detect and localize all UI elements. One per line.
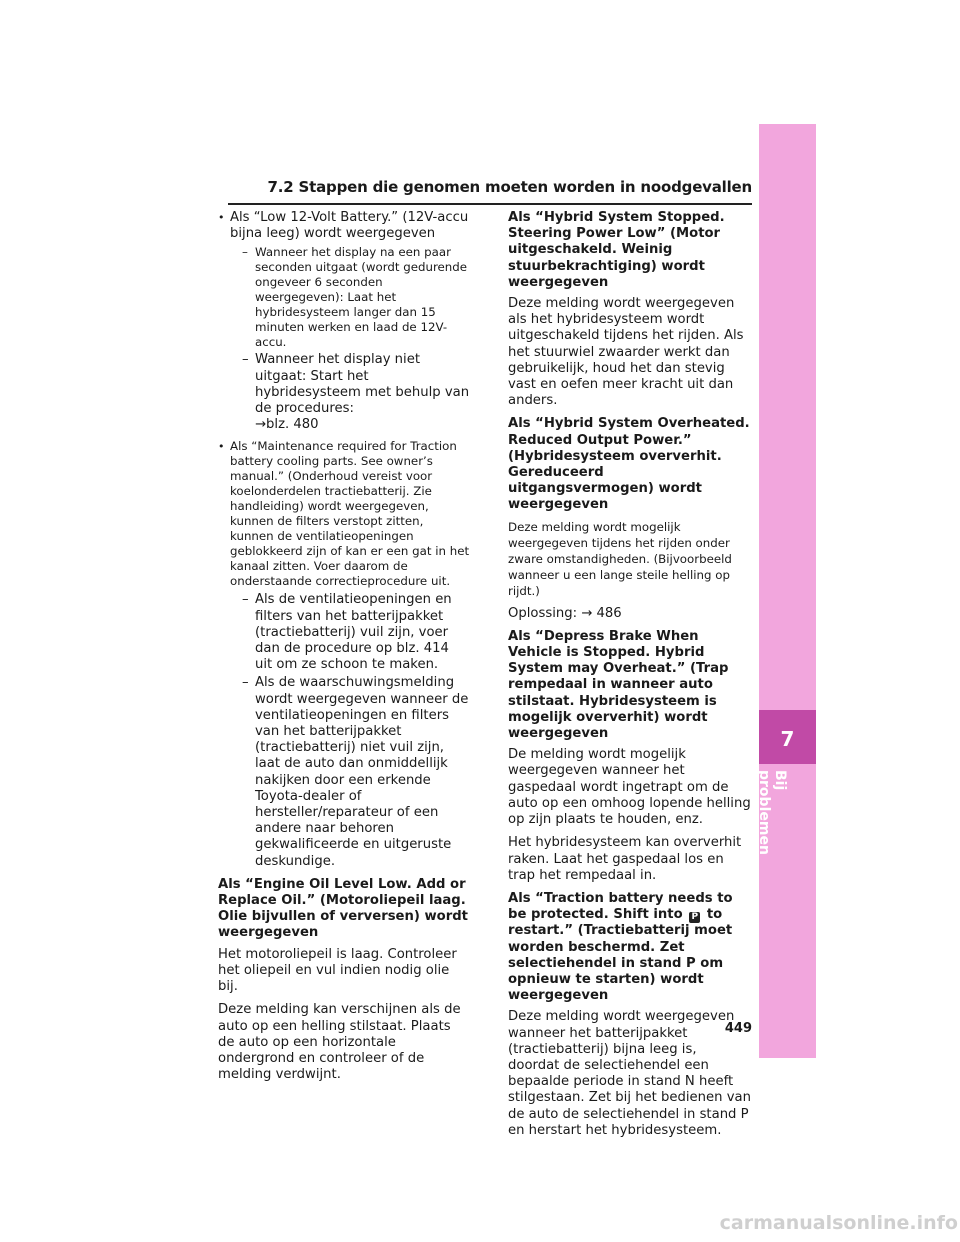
- heading-hybrid-stopped: Als “Hybrid System Stopped. Steering Power Low” (Motor uitgeschakeld. Weinig stuurbekrachtiging) wordt weergegeven: [508, 210, 725, 290]
- park-position-icon: P: [689, 912, 700, 923]
- section-header: 7.2 Stappen die genomen moeten worden in noodgevallen: [228, 178, 752, 205]
- left-column: [218, 210, 470, 1090]
- page-number: 449: [724, 1021, 752, 1036]
- paragraph: Deze melding wordt mogelijk weergegeven tijdens het rijden onder zware omstandigheden. (Bijvoorbeeld wanneer u een lange steile helling op rijdt.): [508, 519, 732, 598]
- paragraph: Het motoroliepeil is laag. Controleer het oliepeil en vul indien nodig olie bij.: [218, 946, 457, 995]
- paragraph: Deze melding wordt weergegeven als het hybridesysteem wordt uitgeschakeld tijdens het rijden. Als het stuurwiel zwaarder werkt dan gebruikelijk, houd het dan stevig vast en oefen meer kracht uit dan anders.: [508, 296, 744, 409]
- sub-item: – Wanneer het display na een paar seconden uitgaat (wordt gedurende ongeveer 6 seconden weergegeven): Laat het hybridesysteem langer dan 15 minuten werken en laad de 12V-accu.: [242, 245, 468, 350]
- heading-depress-brake: Als “Depress Brake When Vehicle is Stopped. Hybrid System may Overheat.” (Trap rempedaal in wanneer auto stilstaat. Hybridesysteem is mogelijk oververhit) wordt weergegeven: [508, 628, 729, 742]
- right-column: [508, 210, 752, 1146]
- sub-item: – Als de ventilatieopeningen en filters van het batterijpakket (tractiebatterij) vuil zijn, voer dan de procedure op blz. 414 uit om ze schoon te maken.: [242, 592, 452, 673]
- heading-hybrid-overheated: Als “Hybrid System Overheated. Reduced Output Power.” (Hybridesysteem oververhit. Gereduceerd uitgangsvermogen) wordt weergegeven: [508, 416, 750, 513]
- heading-engine-oil: Als “Engine Oil Level Low. Add or Replace Oil.” (Motoroliepeil laag. Olie bijvullen of verversen) wordt weergegeven: [218, 876, 468, 941]
- bullet-low-battery: • Als “Low 12-Volt Battery.” (12V-accu bijna leeg) wordt weergegeven: [218, 210, 470, 242]
- chapter-title: Bij problemen: [756, 770, 788, 855]
- paragraph: Deze melding kan verschijnen als de auto op een helling stilstaat. Plaats de auto op een horizontale ondergrond en controleer of de melding verdwijnt.: [218, 1002, 461, 1083]
- bullet-maintenance: • Als “Maintenance required for Traction battery cooling parts. See owner’s manual.” (Onderhoud vereist voor koelonderdelen tractiebatterij. Zie handleiding) wordt weergegeven, kunnen de filters verstopt zitten, kunnen de ventilatieopeningen geblokkeerd zijn of kan er een gat in het kanaal zitten. Voer daarom de onderstaande correctieprocedure uit.: [218, 439, 470, 589]
- paragraph: Het hybridesysteem kan oververhit raken. Laat het gaspedaal los en trap het rempedaal in.: [508, 835, 742, 883]
- chapter-number: 7: [780, 727, 795, 751]
- sub-item: – Wanneer het display niet uitgaat: Start het hybridesysteem met behulp van de procedures: →blz. 480: [242, 352, 470, 433]
- paragraph: Oplossing: → 486: [508, 605, 622, 621]
- paragraph: Deze melding wordt weergegeven wanneer het batterijpakket (tractiebatterij) bijna leeg is, doordat de selectiehendel een bepaalde periode in stand N heeft stilgestaan. Zet bij het bedienen van de auto de selectiehendel in stand P en herstart het hybridesysteem.: [508, 1009, 751, 1138]
- heading-traction-battery: Als “Traction battery needs to be protected. Shift into P to restart.” (Tractiebatterij moet worden beschermd. Zet selectiehendel in stand P om opnieuw te starten) wordt weergegeven: [508, 890, 733, 1004]
- paragraph: De melding wordt mogelijk weergegeven wanneer het gaspedaal wordt ingetrapt om de auto op een omhoog lopende helling op zijn plaats te houden, enz.: [508, 747, 751, 828]
- sub-item: – Als de waarschuwingsmelding wordt weergegeven wanneer de ventilatieopeningen en filters van het batterijpakket (tractiebatterij) niet vuil zijn, laat de auto dan onmiddellijk nakijken door een erkende Toyota-dealer of hersteller/reparateur of een andere naar behoren gekwalificeerde en uitgeruste deskundige.: [242, 675, 469, 869]
- page-reference: →blz. 480: [255, 417, 319, 433]
- chapter-sidebar: [756, 124, 816, 1058]
- watermark: carmanualsonline.info: [719, 1212, 958, 1234]
